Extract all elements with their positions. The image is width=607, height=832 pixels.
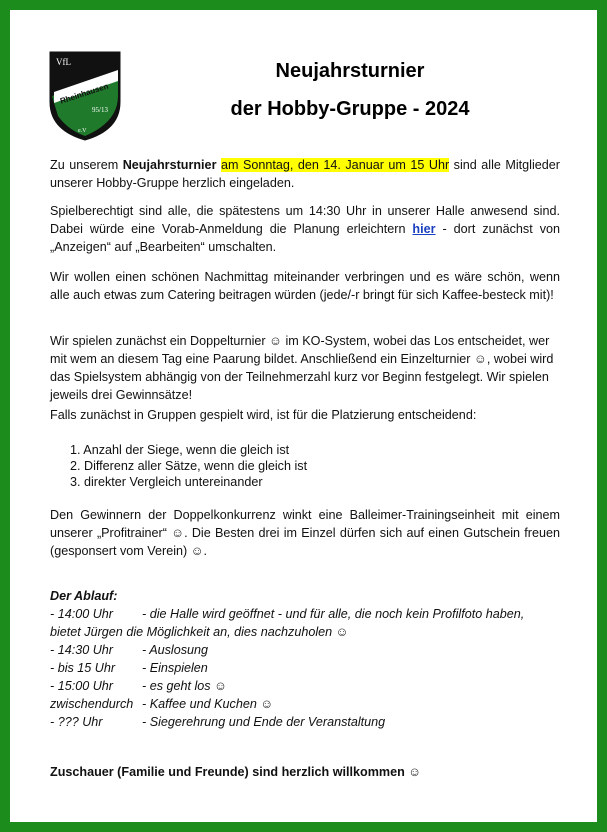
closing-line: Zuschauer (Familie und Freunde) sind herzlich willkommen ☺ (50, 765, 422, 779)
club-logo (48, 50, 122, 142)
schedule-row: - bis 15 Uhr - Einspielen (50, 661, 208, 675)
doubles-paragraph: Wir spielen zunächst ein Doppelturnier ☺ im KO-System, wobei das Los entscheidet, wer mit wem an diesem Tag eine Paarung bildet. Anschließend ein Einzelturnier ☺, wobei wird das Spielsystem abhängig von der Teilnehmerzahl kurz vor Beginn festgelegt. Wir spielen jeweils drei Gewinnsätze! (50, 334, 554, 402)
criteria-item: 2. Differenz aller Sätze, wenn die gleich ist (70, 459, 308, 473)
schedule-row: - 14:00 Uhr - die Halle wird geöffnet - und für alle, die noch kein Profilfoto haben, (50, 607, 525, 621)
criteria-item: 3. direkter Vergleich untereinander (70, 475, 263, 489)
schedule-row: - 14:30 Uhr - Auslosung (50, 643, 209, 657)
logo-top-text: VfL (56, 57, 71, 67)
date-highlight: am Sonntag, den 14. Januar um 15 Uhr (220, 158, 450, 172)
title-line-2: der Hobby-Gruppe - 2024 (230, 98, 470, 120)
schedule-row: - 15:00 Uhr - es geht los ☺ (50, 679, 227, 693)
afternoon-paragraph: Wir wollen einen schönen Nachmittag miteinander verbringen und es wäre schön, wenn alle auch etwas zum Catering beitragen würden (jede/-r bringt für sich Kaffee-besteck mit)! (50, 270, 560, 302)
schedule-row: bietet Jürgen die Möglichkeit an, dies nachzuholen ☺ (50, 625, 349, 639)
eligibility-paragraph: Spielberechtigt sind alle, die spätestens um 14:30 Uhr in unserer Halle anwesend sind. Dabei würde eine Vorab-Anmeldung die Planung erleichtern hier - dort zunächst von „Anzeigen“ auf „Bearbeiten“ umschalten. (50, 204, 560, 254)
schedule-heading: Der Ablauf: (50, 589, 118, 603)
title-line-1: Neujahrsturnier (275, 60, 425, 82)
schedule-row: - ??? Uhr - Siegerehrung und Ende der Veranstaltung (50, 715, 386, 729)
groups-paragraph: Falls zunächst in Gruppen gespielt wird, ist für die Platzierung entscheidend: (50, 408, 477, 422)
registration-link[interactable]: hier (412, 222, 436, 236)
logo-number: 95/13 (92, 106, 108, 114)
winners-paragraph: Den Gewinnern der Doppelkonkurrenz winkt eine Balleimer-Trainingseinheit mit einem unserer „Profitrainer“ ☺. Die Besten drei im Einzel dürfen sich auf einen Gutschein freuen (gesponsert vom Verein) ☺. (50, 508, 560, 558)
schedule-row: zwischendurch - Kaffee und Kuchen ☺ (50, 697, 274, 711)
logo-banner-text: Rheinhausen (58, 81, 110, 106)
logo-bottom-text: e.V (78, 128, 87, 134)
intro-paragraph: Zu unserem Neujahrsturnier am Sonntag, den 14. Januar um 15 Uhr sind alle Mitglieder unserer Hobby-Gruppe herzlich eingeladen. (50, 158, 560, 190)
criteria-item: 1. Anzahl der Siege, wenn die gleich ist (70, 443, 290, 457)
intro-bold: Neujahrsturnier (122, 158, 217, 172)
